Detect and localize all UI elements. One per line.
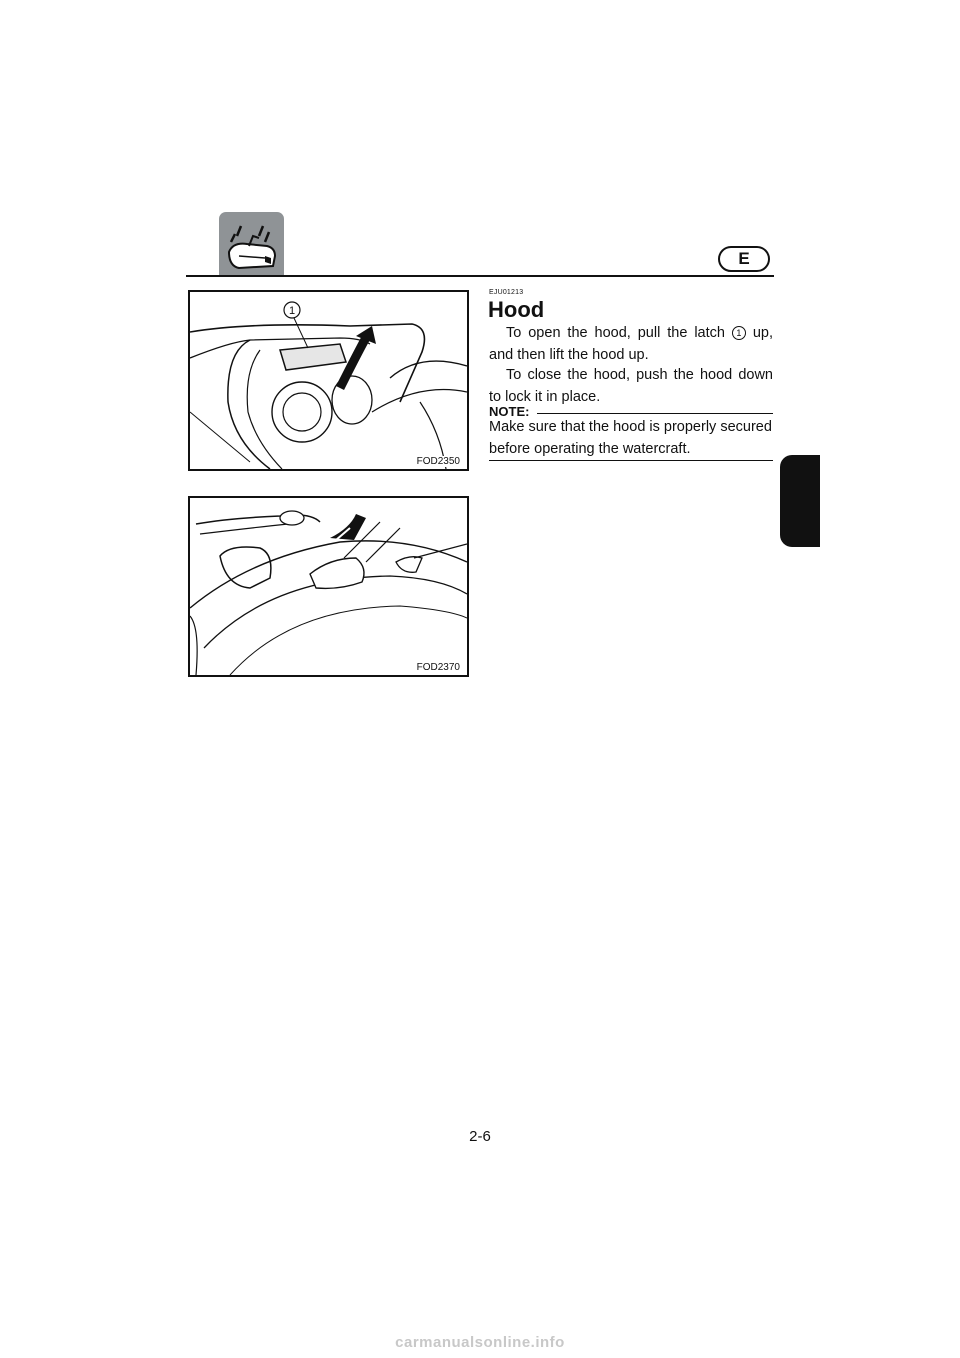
note-text: Make sure that the hood is properly secured before operating the watercraft. bbox=[489, 419, 772, 457]
latch-marker: 1 bbox=[732, 326, 746, 340]
note-rule-bottom bbox=[489, 460, 773, 461]
para1-text-a: To open the hood, pull the latch bbox=[506, 325, 732, 341]
paragraph-close-hood: To close the hood, push the hood down to lock it in place. bbox=[489, 367, 773, 405]
figure-code: FOD2350 bbox=[416, 456, 460, 467]
paragraph-open-hood bbox=[489, 323, 773, 366]
section-ref-code: EJU01213 bbox=[489, 289, 524, 296]
section-icon bbox=[219, 212, 284, 277]
watercraft-check-icon bbox=[219, 212, 284, 277]
chapter-thumb-tab bbox=[780, 455, 820, 547]
hood-latch-illustration bbox=[190, 292, 467, 469]
note-label: NOTE: bbox=[489, 404, 530, 419]
note-rule-top bbox=[537, 413, 773, 414]
figure-hood-latch bbox=[188, 290, 469, 471]
para1-text-b: up, and then lift the hood up. bbox=[489, 325, 773, 363]
watermark: carmanualsonline.info bbox=[395, 1334, 565, 1351]
header-rule bbox=[186, 275, 774, 277]
push-hood-illustration bbox=[190, 498, 467, 675]
latch-callout: 1 bbox=[288, 305, 296, 317]
language-badge: E bbox=[718, 246, 770, 272]
page-number: 2-6 bbox=[469, 1128, 491, 1145]
section-title: Hood bbox=[488, 297, 545, 322]
figure-code: FOD2370 bbox=[416, 662, 460, 673]
figure-push-hood bbox=[188, 496, 469, 677]
